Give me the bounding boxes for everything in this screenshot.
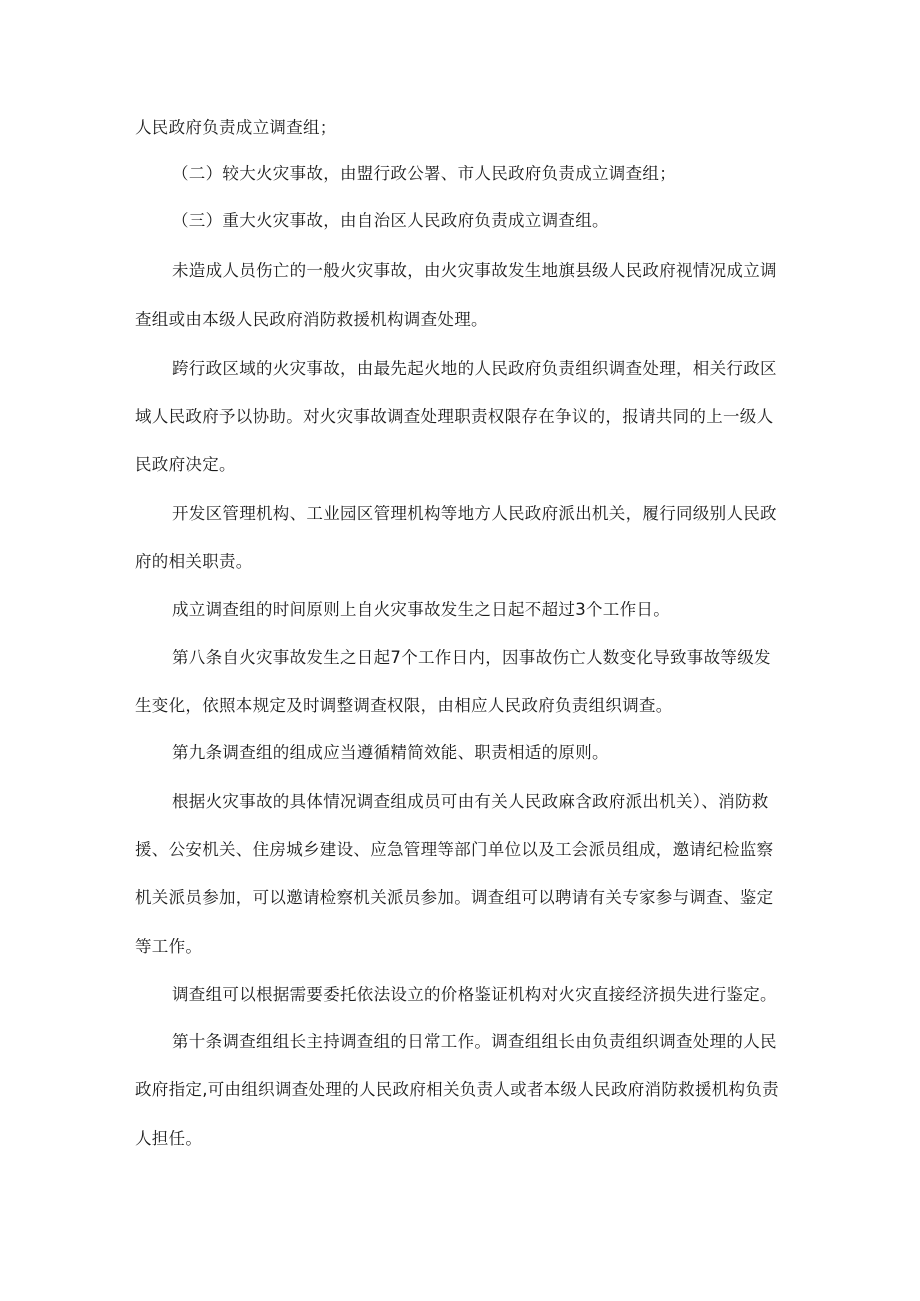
text-line: 人担任。 xyxy=(135,1129,203,1148)
text-line: （二）较大火灾事故，由盟行政公署、市人民政府负责成立调查组； xyxy=(172,164,676,183)
text-line: 等工作。 xyxy=(135,937,203,956)
text-line: 政府指定,可由组织调查处理的人民政府相关负责人或者本级人民政府消防救援机构负责 xyxy=(135,1080,779,1099)
text-line: 域人民政府予以协助。对火灾事故调查处理职责权限存在争议的，报请共同的上一级人 xyxy=(135,407,774,426)
text-line: 民政府决定。 xyxy=(135,455,236,474)
text-line: 未造成人员伤亡的一般火灾事故，由火灾事故发生地旗县级人民政府视情况成立调 xyxy=(172,261,777,280)
text-line: 根据火灾事故的具体情况调查组成员可由有关人民政麻含政府派出机关）、消防救 xyxy=(172,792,769,811)
text-line: 人民政府负责成立调查组； xyxy=(135,118,337,137)
text-line: 成立调查组的时间原则上自火灾事故发生之日起不超过3个工作日。 xyxy=(172,600,670,619)
text-line: 第九条调查组的组成应当遵循精简效能、职责相适的原则。 xyxy=(172,743,609,762)
text-line: 生变化，依照本规定及时调整调查权限，由相应人民政府负责组织调查。 xyxy=(135,696,673,715)
text-line: 查组或由本级人民政府消防救援机构调查处理。 xyxy=(135,310,488,329)
text-line: 机关派员参加，可以邀请检察机关派员参加。调查组可以聘请有关专家参与调查、鉴定 xyxy=(135,888,774,907)
text-line: 府的相关职责。 xyxy=(135,552,253,571)
text-line: 第八条自火灾事故发生之日起7个工作日内，因事故伤亡人数变化导致事故等级发 xyxy=(172,648,771,667)
text-line: （三）重大火灾事故，由自治区人民政府负责成立调查组。 xyxy=(172,211,609,230)
text-line: 援、公安机关、住房城乡建设、应急管理等部门单位以及工会派员组成，邀请纪检监察 xyxy=(135,840,774,859)
text-line: 调查组可以根据需要委托依法设立的价格鉴证机构对火灾直接经济损失进行鉴定。 xyxy=(172,985,777,1004)
text-line: 第十条调查组组长主持调查组的日常工作。调查组组长由负责组织调查处理的人民 xyxy=(172,1032,777,1051)
text-line: 跨行政区域的火灾事故，由最先起火地的人民政府负责组织调查处理，相关行政区 xyxy=(172,359,777,378)
text-line: 开发区管理机构、工业园区管理机构等地方人民政府派出机关，履行同级别人民政 xyxy=(172,504,777,523)
